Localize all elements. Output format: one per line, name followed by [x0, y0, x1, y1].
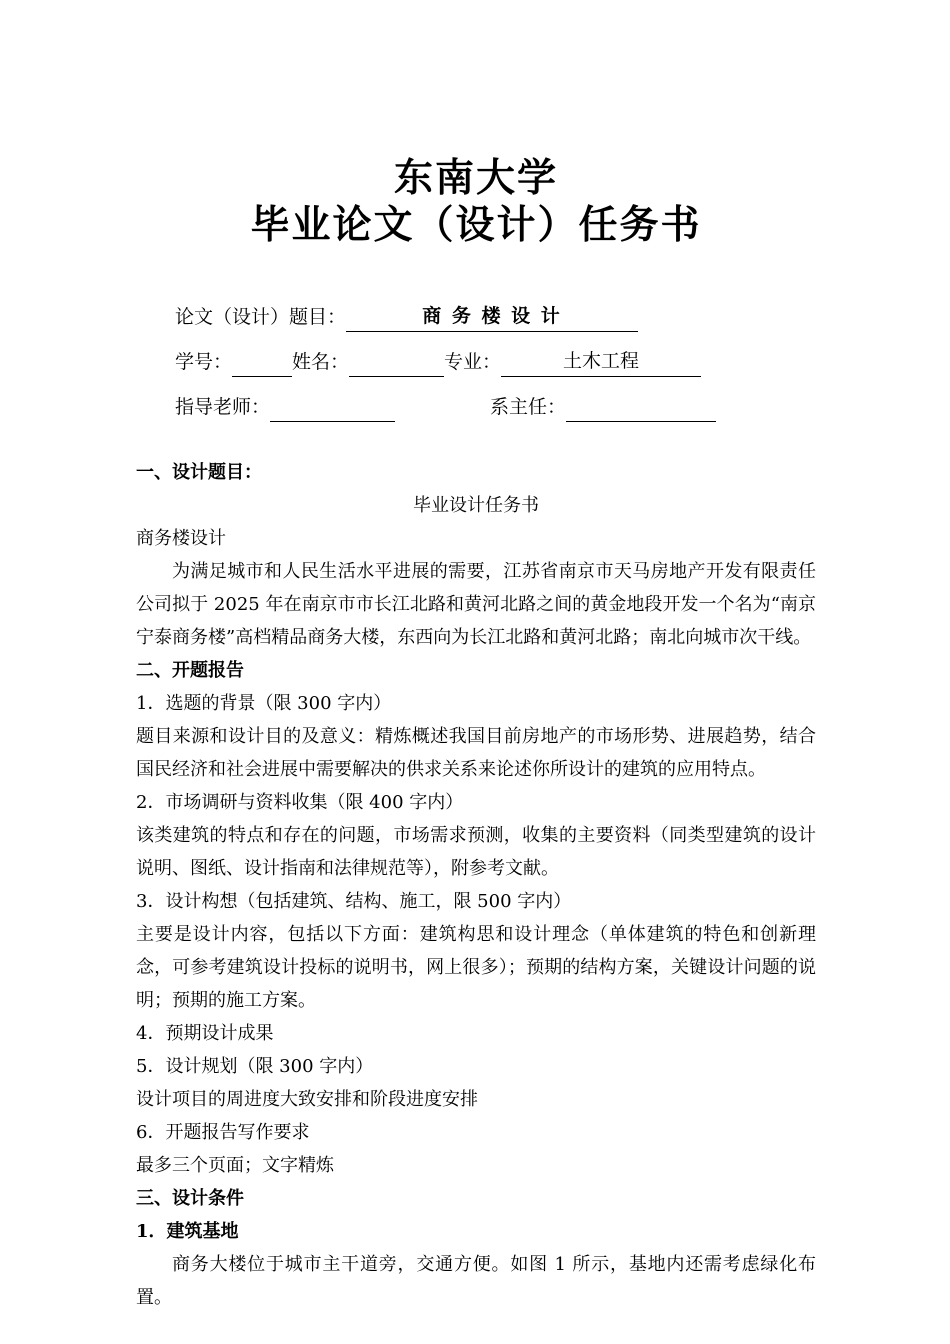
section2-item3-desc: 主要是设计内容，包括以下方面：建筑构思和设计理念（单体建筑的特色和创新理念，可参考建筑设计投标的说明书，网上很多）；预期的结构方案，关键设计问题的说明；预期的施工方案。	[136, 924, 816, 1011]
section2-item1: 1．选题的背景（限 300 字内）	[136, 693, 392, 714]
form-row-advisor	[175, 393, 816, 422]
section3-heading: 三、设计条件	[136, 1188, 244, 1209]
topic-label: 论文（设计）题目：	[175, 306, 347, 328]
header-form	[136, 303, 816, 422]
dept-head-field	[566, 393, 716, 422]
advisor-field	[270, 393, 395, 422]
student-id-label: 学号：	[175, 351, 233, 373]
name-label: 姓名：	[292, 351, 350, 373]
form-row-topic	[175, 303, 816, 332]
doc-title-subtitle: 毕业论文（设计）任务书	[250, 202, 702, 248]
doc-body	[136, 456, 816, 1314]
section2-item2-desc: 该类建筑的特点和存在的问题，市场需求预测，收集的主要资料（同类型建筑的设计说明、图纸、设计指南和法律规范等），附参考文献。	[136, 825, 816, 879]
section2-item6-desc: 最多三个页面；文字精炼	[136, 1155, 334, 1176]
section2-item4: 4．预期设计成果	[136, 1023, 274, 1044]
section2-item6: 6．开题报告写作要求	[136, 1122, 310, 1143]
major-field	[501, 348, 701, 377]
topic-field	[346, 303, 638, 332]
section1-heading: 一、设计题目：	[136, 462, 262, 483]
section2-item3: 3．设计构想（包括建筑、结构、施工，限 500 字内）	[136, 891, 572, 912]
section1-paragraph: 为满足城市和人民生活水平进展的需要，江苏省南京市天马房地产开发有限责任公司拟于 2025 年在南京市市长江北路和黄河北路之间的黄金地段开发一个名为“南京宁泰商务楼”高档精品商务大楼，东西向为长江北路和黄河北路；南北向城市次干线。	[136, 561, 816, 648]
section2-item1-desc: 题目来源和设计目的及意义：精炼概述我国目前房地产的市场形势、进展趋势，结合国民经济和社会进展中需要解决的供求关系来论述你所设计的建筑的应用特点。	[136, 726, 816, 780]
section2-item5-desc: 设计项目的周进度大致安排和阶段进度安排	[136, 1089, 478, 1110]
advisor-label: 指导老师：	[175, 396, 271, 418]
section2-item5: 5．设计规划（限 300 字内）	[136, 1056, 374, 1077]
section1-center-title: 毕业设计任务书	[413, 495, 539, 516]
section3-item1-desc: 商务大楼位于城市主干道旁，交通方便。如图 1 所示，基地内还需考虑绿化布置。	[136, 1254, 816, 1308]
form-row-student	[175, 348, 816, 377]
section1-subtitle: 商务楼设计	[136, 528, 226, 549]
section3-item1: 1．建筑基地	[136, 1221, 239, 1242]
doc-title	[136, 155, 816, 249]
doc-title-university: 东南大学	[393, 155, 558, 201]
major-value: 土木工程	[563, 350, 640, 372]
section2-heading: 二、开题报告	[136, 660, 244, 681]
major-label: 专业：	[444, 351, 502, 373]
student-id-field	[232, 348, 292, 377]
name-field	[349, 348, 444, 377]
topic-value: 商 务 楼 设 计	[422, 305, 562, 327]
dept-head-label: 系主任：	[490, 396, 567, 418]
section2-item2: 2．市场调研与资料收集（限 400 字内）	[136, 792, 464, 813]
